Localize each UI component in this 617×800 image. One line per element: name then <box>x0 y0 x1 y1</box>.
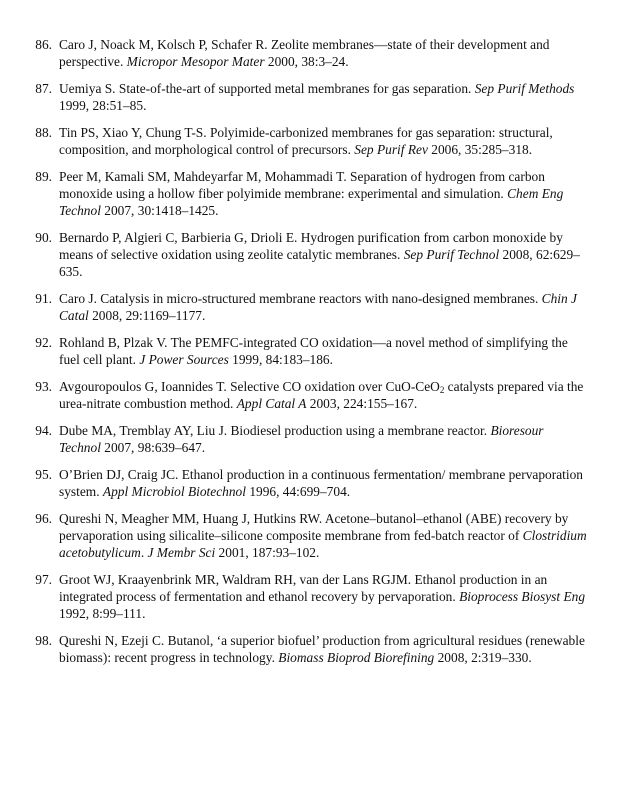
citation-text: Groot WJ, Kraayenbrink MR, Waldram RH, van der Lans RGJM. Ethanol production in an integrated process of fermentation and ethanol recovery by pervaporation. <box>59 572 548 604</box>
journal-title: Chem Eng Technol <box>59 186 564 218</box>
citation-text: Tin PS, Xiao Y, Chung T-S. Polyimide-carbonized membranes for gas separation: structural, composition, and morphological control of precursors. <box>59 125 553 157</box>
citation-text: 1992, 8:99–111. <box>59 606 146 621</box>
reference-text <box>59 510 587 561</box>
citation-text: catalysts prepared via the urea-nitrate combustion method. <box>59 379 584 411</box>
citation-text: Uemiya S. State-of-the-art of supported metal membranes for gas separation. <box>59 81 475 96</box>
journal-title: Sep Purif Technol <box>403 247 500 262</box>
reference-number: 87. <box>35 81 52 96</box>
reference-item <box>0 510 617 561</box>
citation-text: 1999, 84:183–186. <box>228 352 333 367</box>
reference-item <box>0 632 617 666</box>
citation-text: Rohland B, Plzak V. The PEMFC-integrated CO oxidation—a novel method of simplifying the fuel cell plant. <box>59 335 568 367</box>
reference-text <box>59 334 587 368</box>
citation-text: 2007, 98:639–647. <box>100 440 206 455</box>
citation-text: Bernardo P, Algieri C, Barbieria G, Drioli E. Hydrogen purification from carbon monoxide by means of selective oxidation using zeolite catalytic membranes. <box>59 230 563 262</box>
journal-title: Micropor Mesopor Mater <box>126 54 265 69</box>
reference-list <box>0 36 617 676</box>
reference-number: 90. <box>35 230 52 245</box>
citation-text: Caro J. Catalysis in micro-structured membrane reactors with nano-designed membranes. <box>59 291 542 306</box>
reference-text <box>59 466 587 500</box>
citation-text: Dube MA, Tremblay AY, Liu J. Biodiesel production using a membrane reactor. <box>59 423 491 438</box>
journal-title: Appl Microbiol Biotechnol <box>102 484 246 499</box>
journal-title: Bioresour Technol <box>59 423 544 455</box>
reference-item <box>0 422 617 456</box>
reference-text <box>59 36 587 70</box>
reference-text <box>59 378 587 412</box>
reference-item <box>0 168 617 219</box>
citation-text: 2008, 2:319–330. <box>434 650 532 665</box>
citation-text: Peer M, Kamali SM, Mahdeyarfar M, Mohammadi T. Separation of hydrogen from carbon monoxide using a hollow fiber polyimide membrane: experimental and simulation. <box>59 169 545 201</box>
reference-text <box>59 168 587 219</box>
reference-number: 93. <box>35 379 52 394</box>
citation-text: Qureshi N, Ezeji C. Butanol, ‘a superior biofuel’ production from agricultural residues (renewable biomass): recent progress in technology. <box>59 633 585 665</box>
citation-text: 2003, 224:155–167. <box>306 396 418 411</box>
citation-text: Avgouropoulos G, Ioannides T. Selective CO oxidation over CuO-CeO <box>59 379 440 394</box>
citation-text: Qureshi N, Meagher MM, Huang J, Hutkins RW. Acetone–butanol–ethanol (ABE) recovery by pervaporation using silicalite–silicone composite membrane from fed-batch reactor of <box>59 511 569 543</box>
reference-number: 88. <box>35 125 52 140</box>
citation-text: Caro J, Noack M, Kolsch P, Schafer R. Zeolite membranes—state of their development and perspective. <box>59 37 550 69</box>
citation-text: 2008, 29:1169–1177. <box>88 308 206 323</box>
reference-item <box>0 229 617 280</box>
reference-item <box>0 80 617 114</box>
reference-text <box>59 632 587 666</box>
citation-text: 1996, 44:699–704. <box>245 484 351 499</box>
citation-text: O’Brien DJ, Craig JC. Ethanol production in a continuous fermentation/ membrane pervaporation system. <box>59 467 583 499</box>
reference-item <box>0 124 617 158</box>
reference-item <box>0 334 617 368</box>
journal-title: Sep Purif Methods <box>474 81 575 96</box>
journal-title: Clostridium acetobutylicum <box>59 528 587 560</box>
reference-text <box>59 229 587 280</box>
reference-number: 94. <box>35 423 52 438</box>
citation-text: 2008, 62:629–635. <box>59 247 580 279</box>
reference-item <box>0 466 617 500</box>
reference-number: 91. <box>35 291 52 306</box>
reference-text <box>59 571 587 622</box>
journal-title: J Power Sources <box>139 352 229 367</box>
reference-item <box>0 378 617 412</box>
reference-item <box>0 571 617 622</box>
reference-number: 86. <box>35 37 52 52</box>
journal-title: Biomass Bioprod Biorefining <box>278 650 435 665</box>
reference-text <box>59 290 587 324</box>
reference-number: 95. <box>35 467 52 482</box>
reference-text <box>59 124 587 158</box>
reference-number: 89. <box>35 169 52 184</box>
journal-title: J Membr Sci <box>147 545 216 560</box>
journal-title: Chin J Catal <box>59 291 578 323</box>
journal-title: Sep Purif Rev <box>354 142 428 157</box>
citation-text: 2001, 187:93–102. <box>215 545 320 560</box>
reference-number: 92. <box>35 335 52 350</box>
citation-text: 2006, 35:285–318. <box>427 142 533 157</box>
reference-text <box>59 80 587 114</box>
reference-text <box>59 422 587 456</box>
reference-item <box>0 290 617 324</box>
journal-title: Bioprocess Biosyst Eng <box>459 589 586 604</box>
reference-number: 96. <box>35 511 52 526</box>
reference-number: 97. <box>35 572 52 587</box>
citation-text: 1999, 28:51–85. <box>59 98 147 113</box>
citation-text: 2007, 30:1418–1425. <box>100 203 219 218</box>
reference-number: 98. <box>35 633 52 648</box>
subscript-text: 2 <box>439 385 445 395</box>
citation-text: . <box>140 545 148 560</box>
citation-text: 2000, 38:3–24. <box>264 54 349 69</box>
journal-title: Appl Catal A <box>236 396 307 411</box>
reference-item <box>0 36 617 70</box>
